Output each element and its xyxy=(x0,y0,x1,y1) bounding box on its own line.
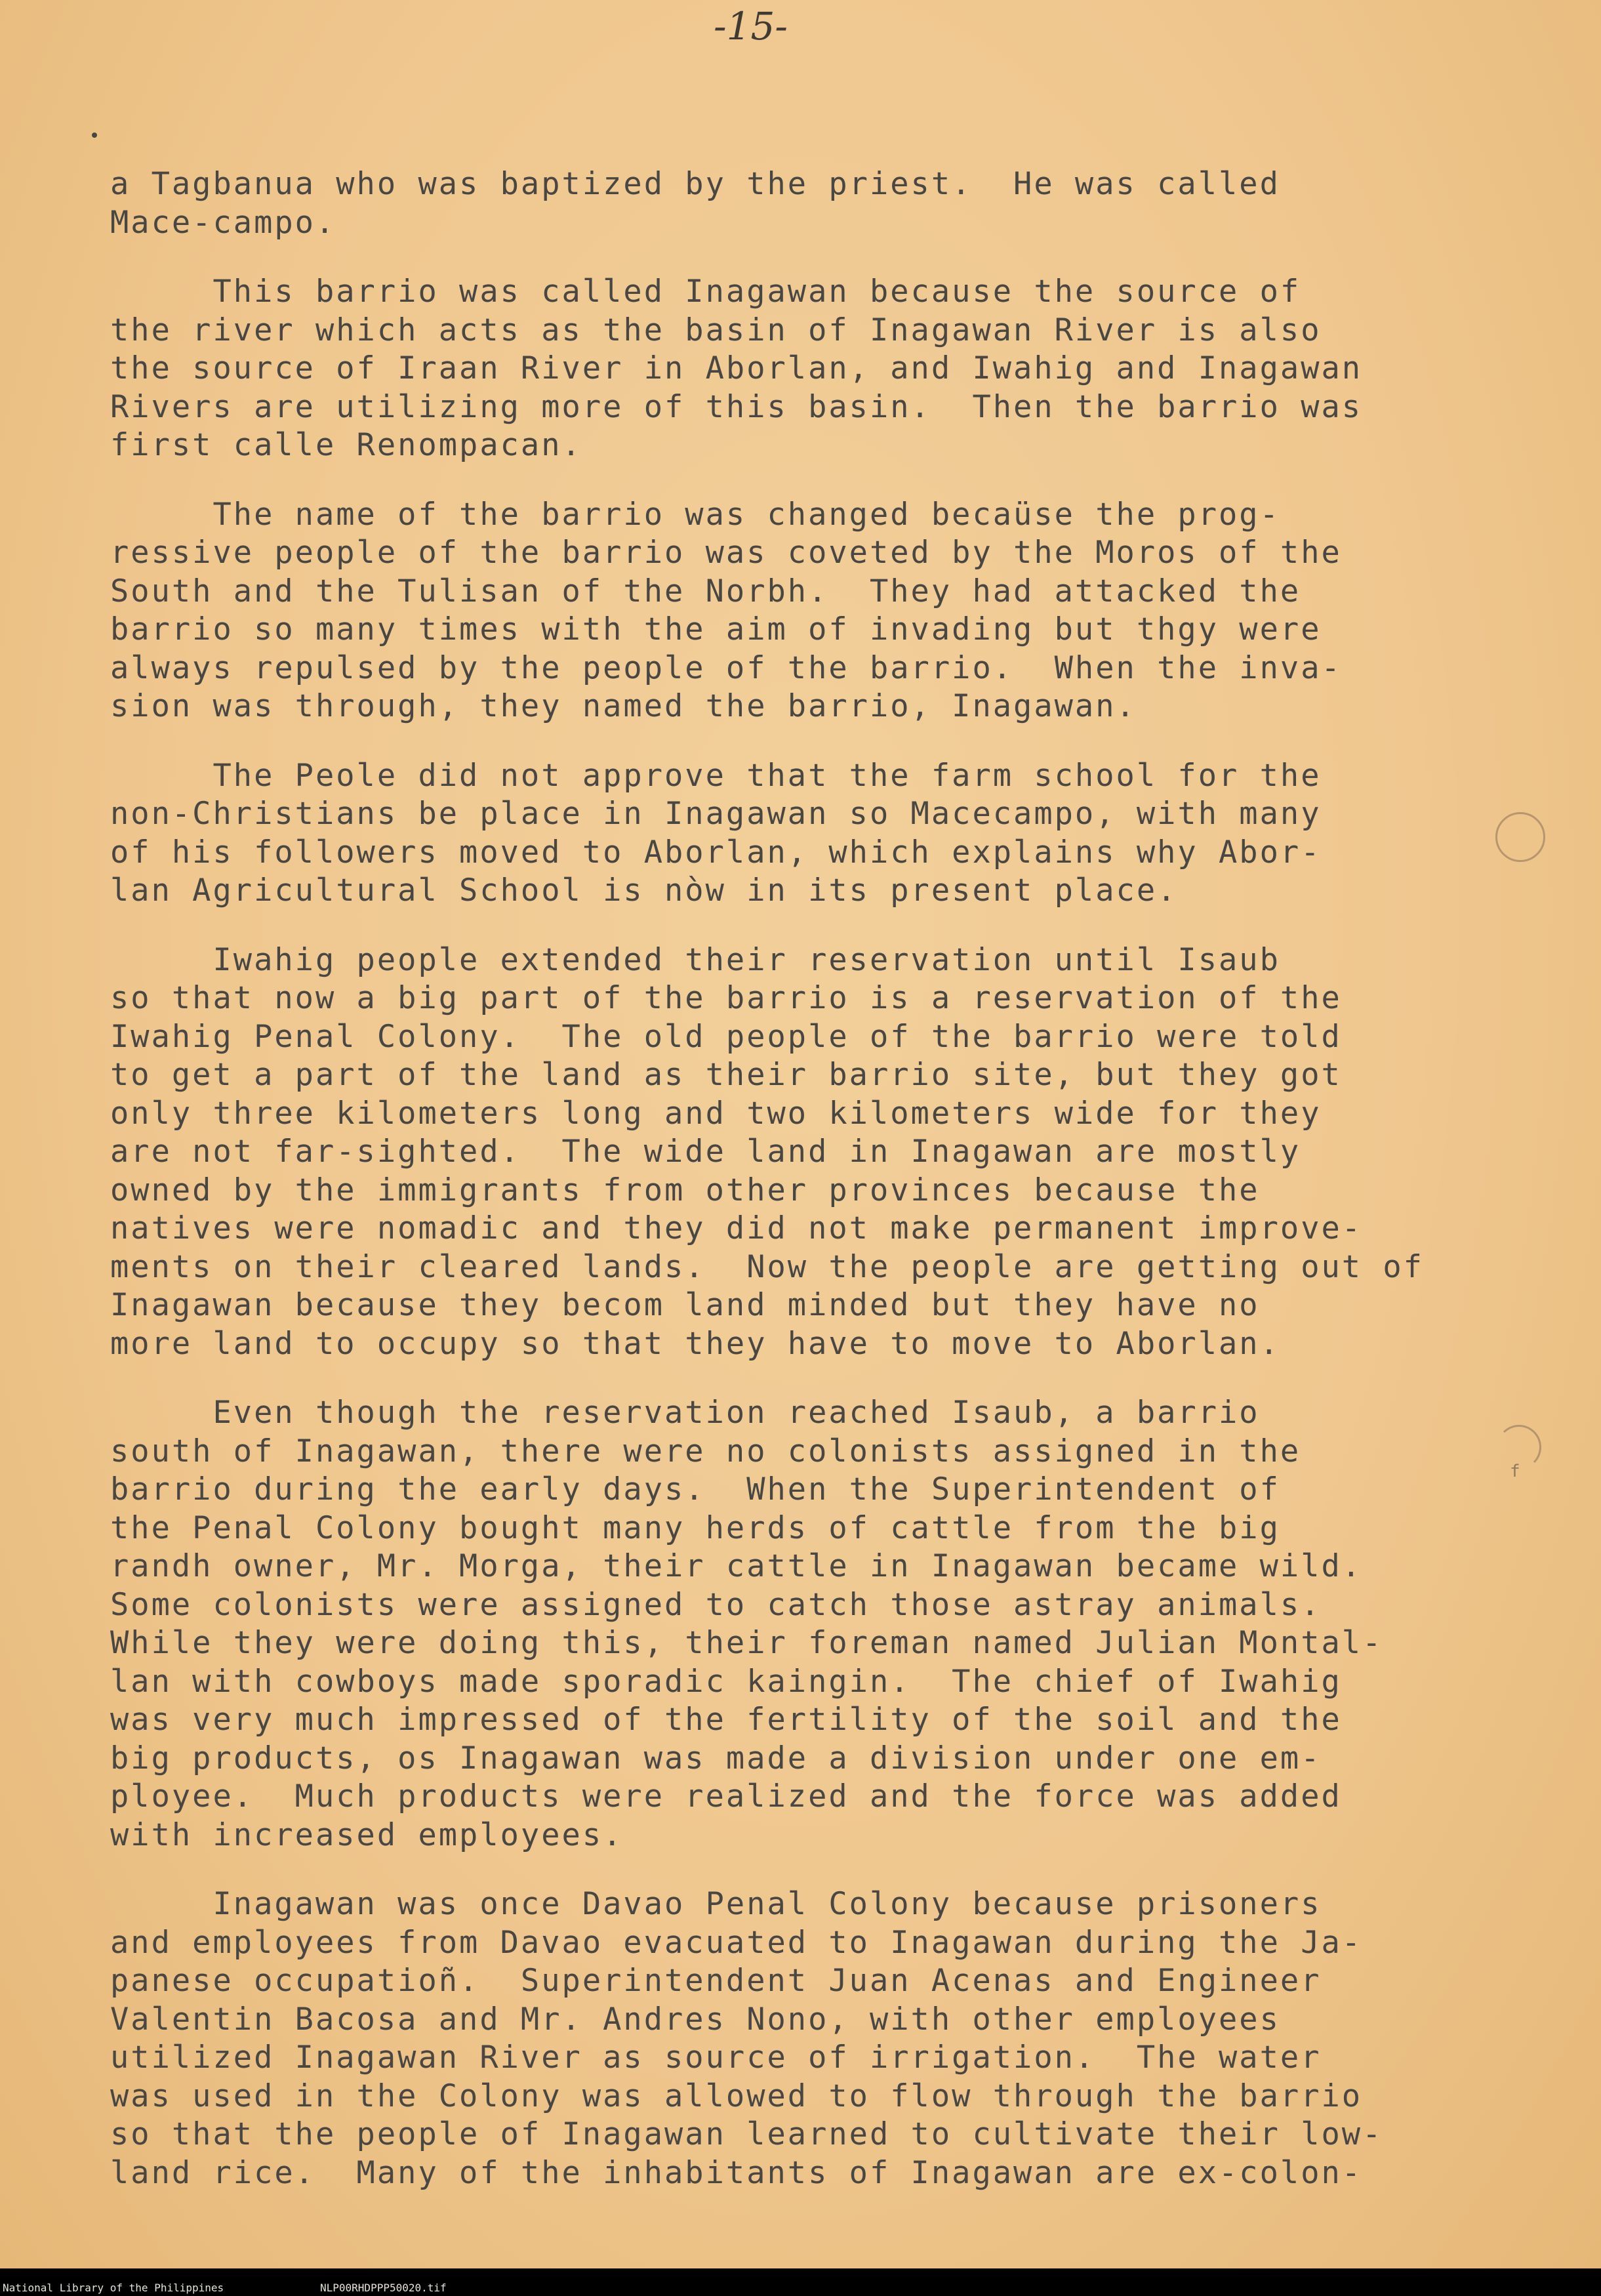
paragraph xyxy=(110,165,1501,242)
footer-filename: NLP00RHDPPP50020.tif xyxy=(320,2282,447,2294)
text-line: only three kilometers long and two kilometers wide for they xyxy=(110,1095,1322,1132)
text-line: was very much impressed of the fertility of the soil and the xyxy=(110,1702,1342,1738)
text-line: This barrio was called Inagawan because the source of xyxy=(110,274,1301,310)
typed-text-body xyxy=(110,165,1501,2192)
text-line: utilized Inagawan River as source of irrigation. The water xyxy=(110,2040,1322,2076)
text-line: owned by the immigrants from other provinces because the xyxy=(110,1172,1260,1208)
text-line: ments on their cleared lands. Now the people are getting out of xyxy=(110,1248,1424,1285)
footer-institution: National Library of the Philippines xyxy=(3,2282,224,2294)
text-line: randh owner, Mr. Morga, their cattle in Inagawan became wild. xyxy=(110,1548,1363,1584)
text-line: Mace-campo. xyxy=(110,204,336,241)
text-line: panese occupatioñ. Superintendent Juan Acenas and Engineer xyxy=(110,1963,1322,1999)
text-line: the Penal Colony bought many herds of cattle from the big xyxy=(110,1509,1280,1546)
text-line: sion was through, they named the barrio, Inagawan. xyxy=(110,688,1137,724)
text-line: The Peole did not approve that the farm school for the xyxy=(110,757,1322,794)
text-line: big products, os Inagawan was made a division under one em- xyxy=(110,1740,1322,1776)
text-line: Inagawan was once Davao Penal Colony because prisoners xyxy=(110,1886,1322,1922)
text-line: to get a part of the land as their barrio site, but they got xyxy=(110,1057,1342,1093)
text-line: ployee. Much products were realized and the force was added xyxy=(110,1778,1342,1814)
paragraph xyxy=(110,496,1501,726)
text-line: barrio so many times with the aim of invading but thgy were xyxy=(110,611,1322,647)
paragraph xyxy=(110,941,1501,1364)
margin-mark: f xyxy=(1510,1462,1520,1481)
text-line: Rivers are utilizing more of this basin. Then the barrio was xyxy=(110,388,1363,425)
text-line: of his followers moved to Aborlan, which explains why Abor- xyxy=(110,834,1322,871)
text-line: non-Christians be place in Inagawan so Macecampo, with many xyxy=(110,796,1322,832)
text-line: Inagawan because they becom land minded but they have no xyxy=(110,1287,1260,1323)
scan-footer-bar xyxy=(0,2268,1601,2296)
ink-dot xyxy=(92,133,97,138)
text-line: with increased employees. xyxy=(110,1816,624,1853)
text-line: always repulsed by the people of the barrio. When the inva- xyxy=(110,649,1342,686)
text-line: South and the Tulisan of the Norbh. They had attacked the xyxy=(110,573,1301,609)
text-line: south of Inagawan, there were no colonists assigned in the xyxy=(110,1433,1301,1469)
text-line: natives were nomadic and they did not make permanent improve- xyxy=(110,1210,1363,1246)
text-line: barrio during the early days. When the Superintendent of xyxy=(110,1471,1280,1507)
text-line: land rice. Many of the inhabitants of Inagawan are ex-colon- xyxy=(110,2154,1363,2191)
text-line: Even though the reservation reached Isaub, a barrio xyxy=(110,1395,1260,1431)
paragraph xyxy=(110,757,1501,911)
text-line: Some colonists were assigned to catch those astray animals. xyxy=(110,1586,1322,1623)
text-line: lan with cowboys made sporadic kaingin. The chief of Iwahig xyxy=(110,1663,1342,1700)
text-line: the river which acts as the basin of Inagawan River is also xyxy=(110,312,1322,348)
text-line: Valentin Bacosa and Mr. Andres Nono, with other employees xyxy=(110,2001,1280,2038)
page-number: -15- xyxy=(714,4,788,49)
text-line: Iwahig people extended their reservation until Isaub xyxy=(110,941,1280,978)
text-line: more land to occupy so that they have to move to Aborlan. xyxy=(110,1325,1280,1362)
text-line: Iwahig Penal Colony. The old people of the barrio were told xyxy=(110,1018,1342,1055)
text-line: While they were doing this, their foreman named Julian Montal- xyxy=(110,1625,1383,1661)
paragraph xyxy=(110,273,1501,465)
margin-stamp-circle xyxy=(1495,812,1545,862)
text-line: was used in the Colony was allowed to flow through the barrio xyxy=(110,2078,1363,2114)
text-line: lan Agricultural School is nòw in its present place. xyxy=(110,872,1178,909)
text-line: ressive people of the barrio was coveted by the Moros of the xyxy=(110,535,1342,571)
text-line: and employees from Davao evacuated to Inagawan during the Ja- xyxy=(110,1924,1363,1961)
text-line: so that the people of Inagawan learned to cultivate their low- xyxy=(110,2116,1383,2152)
paragraph xyxy=(110,1394,1501,1855)
text-line: first calle Renompacan. xyxy=(110,427,582,463)
text-line: the source of Iraan River in Aborlan, and Iwahig and Inagawan xyxy=(110,350,1363,386)
text-line: so that now a big part of the barrio is a reservation of the xyxy=(110,980,1342,1016)
text-line: The name of the barrio was changed becaüse the prog- xyxy=(110,496,1280,533)
paragraph xyxy=(110,1885,1501,2192)
text-line: a Tagbanua who was baptized by the priest. He was called xyxy=(110,166,1280,202)
text-line: are not far-sighted. The wide land in Inagawan are mostly xyxy=(110,1134,1301,1170)
